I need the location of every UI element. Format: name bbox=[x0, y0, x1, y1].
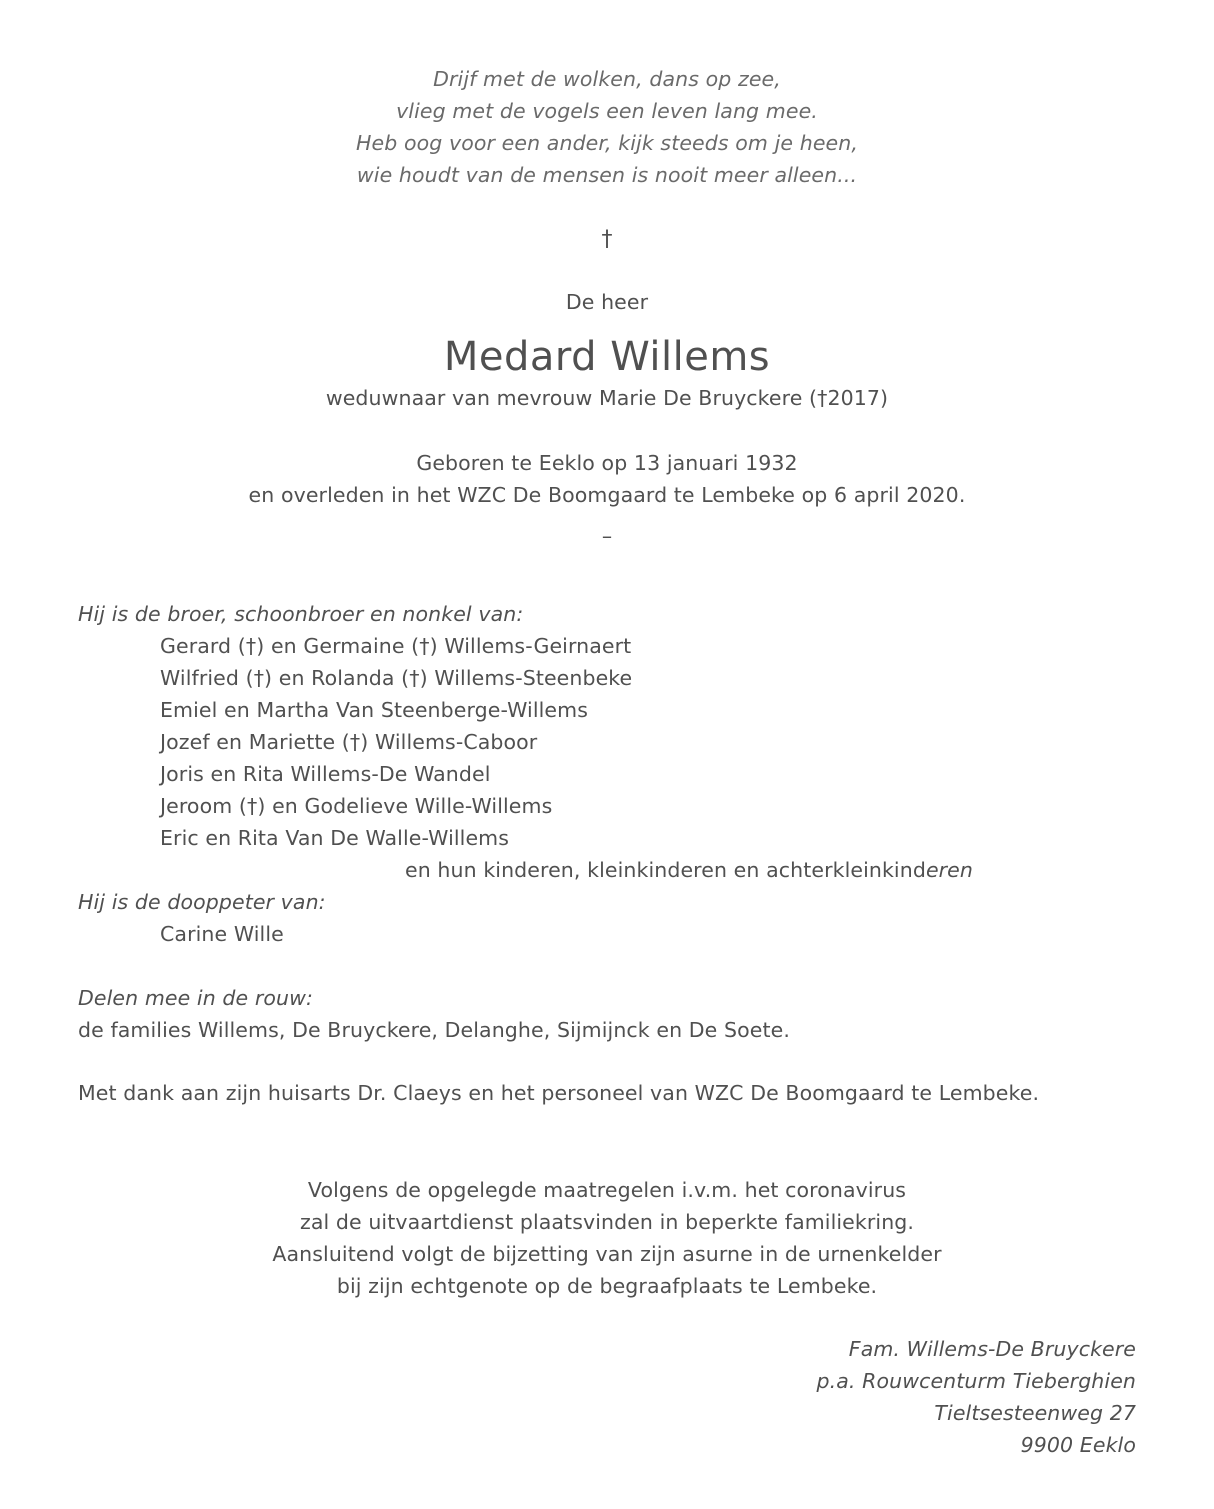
list-item: Emiel en Martha Van Steenberge-Willems bbox=[160, 698, 588, 722]
separator-dash: – bbox=[601, 524, 613, 548]
funeral-notice-line: Aansluitend volgt de bijzetting van zijn asurne in de urnenkelder bbox=[272, 1242, 942, 1266]
descendants-main: en hun kinderen, kleinkinderen en achterkleinkind bbox=[405, 858, 926, 882]
descendants-tail: eren bbox=[925, 858, 973, 882]
list-item: Jeroom (†) en Godelieve Wille-Willems bbox=[160, 794, 553, 818]
funeral-notice-line: Volgens de opgelegde maatregelen i.v.m. het coronavirus bbox=[307, 1178, 907, 1202]
cross-icon: † bbox=[601, 227, 613, 252]
contact-line: p.a. Rouwcenturm Tieberghien bbox=[816, 1369, 1136, 1393]
mourners-heading: Delen mee in de rouw: bbox=[78, 986, 314, 1010]
list-item: Gerard (†) en Germaine (†) Willems-Geirnaert bbox=[160, 634, 632, 658]
descendants-line bbox=[405, 854, 973, 886]
list-item: Wilfried (†) en Rolanda (†) Willems-Steenbeke bbox=[160, 666, 633, 690]
contact-line: Fam. Willems-De Bruyckere bbox=[848, 1337, 1136, 1361]
deceased-name: Medard Willems bbox=[443, 334, 771, 380]
siblings-heading: Hij is de broer, schoonbroer en nonkel van: bbox=[78, 602, 524, 626]
godchild-name: Carine Wille bbox=[160, 922, 284, 946]
list-item: Joris en Rita Willems-De Wandel bbox=[160, 762, 491, 786]
list-item: Jozef en Mariette (†) Willems-Caboor bbox=[160, 730, 538, 754]
poem-line: wie houdt van de mensen is nooit meer alleen... bbox=[356, 163, 858, 187]
death-line: en overleden in het WZC De Boomgaard te Lembeke op 6 april 2020. bbox=[248, 483, 966, 507]
list-item: Eric en Rita Van De Walle-Willems bbox=[160, 826, 510, 850]
mourners-text: de families Willems, De Bruyckere, Delanghe, Sijmijnck en De Soete. bbox=[78, 1018, 790, 1042]
thanks-text: Met dank aan zijn huisarts Dr. Claeys en het personeel van WZC De Boomgaard te Lembeke. bbox=[78, 1081, 1040, 1105]
funeral-notice-line: zal de uitvaartdienst plaatsvinden in beperkte familiekring. bbox=[299, 1210, 915, 1234]
spouse-line: weduwnaar van mevrouw Marie De Bruyckere (†2017) bbox=[325, 386, 889, 410]
birth-line: Geboren te Eeklo op 13 januari 1932 bbox=[416, 451, 798, 475]
poem-line: Heb oog voor een ander, kijk steeds om je heen, bbox=[356, 131, 858, 155]
godfather-heading: Hij is de dooppeter van: bbox=[78, 890, 326, 914]
contact-line: Tieltsesteenweg 27 bbox=[934, 1401, 1136, 1425]
contact-line: 9900 Eeklo bbox=[1020, 1433, 1136, 1457]
funeral-notice-line: bij zijn echtgenote op de begraafplaats te Lembeke. bbox=[336, 1274, 878, 1298]
salutation: De heer bbox=[565, 290, 649, 314]
poem-line: vlieg met de vogels een leven lang mee. bbox=[396, 99, 818, 123]
poem-line: Drijf met de wolken, dans op zee, bbox=[433, 67, 781, 91]
